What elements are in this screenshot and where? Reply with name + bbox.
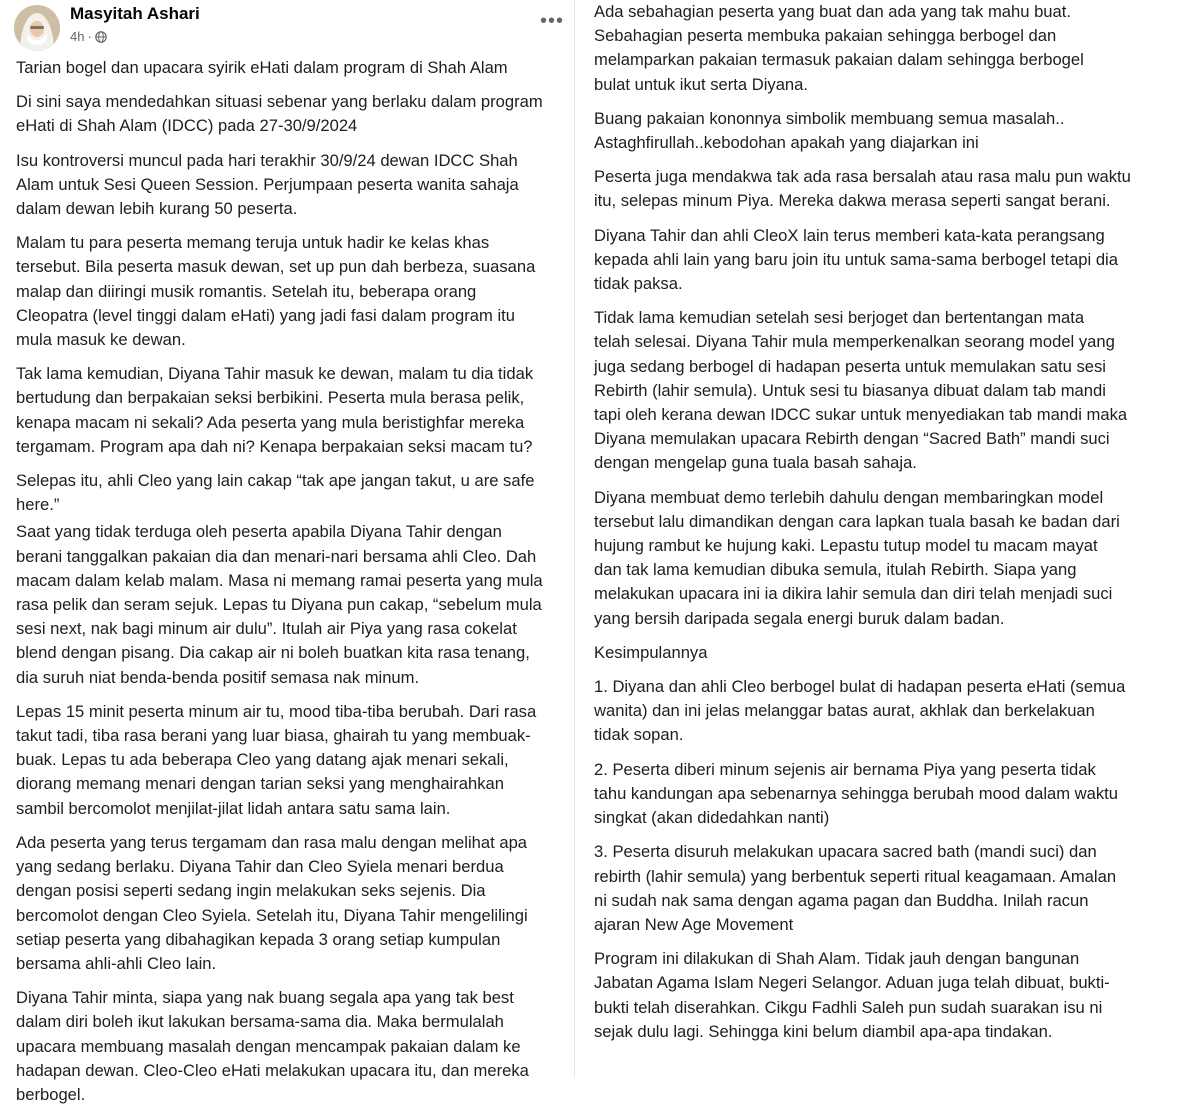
- text-line: Kesimpulannya: [594, 642, 708, 662]
- paragraph-spacer: [578, 937, 1200, 947]
- paragraph-spacer: [578, 631, 1200, 641]
- text-line: tersebut lalu dimandikan dengan cara lapkan tuala basah ke badan dari: [594, 511, 1120, 531]
- text-line: Astaghfirullah..kebodohan apakah yang diajarkan ini: [594, 133, 979, 153]
- post-paragraph: [578, 165, 1200, 213]
- paragraph-spacer: [578, 296, 1200, 306]
- text-line: yang sedang berlaku. Diyana Tahir dan Cleo Syiela menari berdua: [16, 857, 504, 877]
- text-line: Diyana Tahir minta, siapa yang nak buang segala apa yang tak best: [16, 988, 514, 1008]
- text-line: malap dan diiringi musik romantis. Setelah itu, beberapa orang: [16, 281, 477, 301]
- text-line: Di sini saya mendedahkan situasi sebenar yang berlaku dalam program: [16, 92, 543, 112]
- text-line: wanita) dan ini jelas melanggar batas aurat, akhlak dan berkelakuan: [594, 701, 1095, 721]
- text-line: Diyana Tahir dan ahli CleoX lain terus memberi kata-kata perangsang: [594, 225, 1105, 245]
- text-line: hadapan dewan. Cleo-Cleo eHati melakukan upacara itu, dan mereka: [16, 1060, 529, 1080]
- post-paragraph: [578, 641, 1200, 665]
- text-line: setiap peserta yang dibahagikan kepada 3 orang setiap kumpulan: [16, 929, 501, 949]
- post-paragraph: [578, 224, 1200, 297]
- post-paragraph: [0, 362, 572, 459]
- paragraph-spacer: [578, 830, 1200, 840]
- post-paragraph: [578, 486, 1200, 631]
- text-line: Jabatan Agama Islam Negeri Selangor. Aduan juga telah dibuat, bukti-: [594, 973, 1110, 993]
- paragraph-spacer: [578, 665, 1200, 675]
- post-paragraph: [578, 840, 1200, 937]
- text-line: Tak lama kemudian, Diyana Tahir masuk ke dewan, malam tu dia tidak: [16, 364, 534, 384]
- text-line: Ada peserta yang terus tergamam dan rasa malu dengan melihat apa: [16, 832, 528, 852]
- text-line: blend dengan pisang. Dia cakap air ni boleh buatkan kita rasa tenang,: [16, 643, 530, 663]
- paragraph-spacer: [0, 821, 572, 831]
- post-time[interactable]: 4h: [70, 29, 85, 44]
- text-line: Malam tu para peserta memang teruja untuk hadir ke kelas khas: [16, 233, 490, 253]
- text-line: tapi oleh kerana dewan IDCC sukar untuk menyediakan tab mandi maka: [594, 405, 1128, 425]
- post-paragraph: [0, 90, 572, 138]
- text-line: tahu kandungan apa sebenarnya sehingga berubah mood dalam waktu: [594, 783, 1119, 803]
- post-paragraph: [0, 520, 572, 689]
- paragraph-spacer: [0, 690, 572, 700]
- text-line: dalam diri boleh ikut lakukan bersama-sama dia. Maka bermulalah: [16, 1012, 504, 1032]
- text-line: hujung rambut ke hujung kaki. Lepastu tutup model tu macam mayat: [594, 536, 1098, 556]
- text-line: melamparkan pakaian termasuk pakaian dalam sehingga berbogel: [594, 50, 1084, 70]
- text-line: tergamam. Program apa dah ni? Kenapa berpakaian seksi macam tu?: [16, 436, 533, 456]
- paragraph-spacer: [0, 459, 572, 469]
- post-column-right: [578, 0, 1200, 1044]
- post-header: [0, 0, 572, 56]
- text-line: here.”: [16, 495, 60, 515]
- text-line: 2. Peserta diberi minum sejenis air bernama Piya yang peserta tidak: [594, 759, 1096, 779]
- text-line: Selepas itu, ahli Cleo yang lain cakap “tak ape jangan takut, u are safe: [16, 471, 535, 491]
- text-line: berbogel.: [16, 1084, 86, 1104]
- text-line: ni sudah nak sama dengan agama pagan dan Buddha. Inilah racun: [594, 890, 1089, 910]
- text-line: Diyana memulakan upacara Rebirth dengan “Sacred Bath” mandi suci: [594, 429, 1110, 449]
- text-line: Buang pakaian kononnya simbolik membuang semua masalah..: [594, 108, 1065, 128]
- post-paragraph: [578, 947, 1200, 1044]
- meta-separator: ·: [87, 29, 92, 44]
- post-paragraph: [578, 107, 1200, 155]
- post-paragraph: [0, 700, 572, 821]
- text-line: melakukan upacara ini ia dikira lahir semula dan diri telah menjadi suci: [594, 584, 1113, 604]
- text-line: tidak sopan.: [594, 725, 684, 745]
- post-body-right: [578, 0, 1200, 1044]
- avatar-image: [14, 5, 60, 51]
- text-line: yang bersih daripada segala energi buruk dalam badan.: [594, 608, 1005, 628]
- post-body-left: [0, 56, 572, 1107]
- paragraph-spacer: [0, 80, 572, 90]
- text-line: 3. Peserta disuruh melakukan upacara sacred bath (mandi suci) dan: [594, 842, 1097, 862]
- text-line: Ada sebahagian peserta yang buat dan ada yang tak mahu buat.: [594, 2, 1071, 21]
- text-line: bertudung dan berpakaian seksi berbikini. Peserta mula berasa pelik,: [16, 388, 525, 408]
- text-line: eHati di Shah Alam (IDCC) pada 27-30/9/2024: [16, 116, 358, 136]
- text-line: Saat yang tidak terduga oleh peserta apabila Diyana Tahir dengan: [16, 522, 502, 542]
- text-line: sambil bercomolot menjilat-jilat lidah antara satu sama lain.: [16, 798, 451, 818]
- post-paragraph: [0, 831, 572, 976]
- text-line: Tarian bogel dan upacara syirik eHati dalam program di Shah Alam: [16, 58, 508, 77]
- text-line: dengan mengelap guna tuala basah sahaja.: [594, 453, 917, 473]
- text-line: upacara membuang masalah dengan mencampak pakaian dalam ke: [16, 1036, 521, 1056]
- post-paragraph: [0, 149, 572, 222]
- post-paragraph: [578, 675, 1200, 748]
- text-line: tidak paksa.: [594, 274, 683, 294]
- text-line: kepada ahli lain yang baru join itu untuk sama-sama berbogel tetapi dia: [594, 249, 1118, 269]
- text-line: macam dalam kelab malam. Masa ni memang ramai peserta yang mula: [16, 570, 543, 590]
- text-line: Lepas 15 minit peserta minum air tu, mood tiba-tiba berubah. Dari rasa: [16, 701, 537, 721]
- text-line: bukti telah diserahkan. Cikgu Fadhli Saleh pun sudah suarakan isu ni: [594, 997, 1103, 1017]
- post-paragraph: [578, 0, 1200, 97]
- paragraph-spacer: [578, 155, 1200, 165]
- text-line: dan tak lama kemudian dibuka semula, itulah Rebirth. Siapa yang: [594, 560, 1077, 580]
- paragraph-spacer: [0, 221, 572, 231]
- paragraph-spacer: [578, 476, 1200, 486]
- paragraph-spacer: [578, 97, 1200, 107]
- text-line: Cleopatra (level tinggi dalam eHati) yang jadi fasi dalam program itu: [16, 305, 515, 325]
- text-line: Program ini dilakukan di Shah Alam. Tidak jauh dengan bangunan: [594, 949, 1080, 969]
- post-meta: [70, 29, 107, 44]
- paragraph-spacer: [578, 748, 1200, 758]
- text-line: dia suruh niat benda-benda positif semasa nak minum.: [16, 667, 420, 687]
- text-line: dalam dewan lebih kurang 50 peserta.: [16, 199, 298, 219]
- text-line: Alam untuk Sesi Queen Session. Perjumpaan peserta wanita sahaja: [16, 174, 519, 194]
- text-line: mula masuk ke dewan.: [16, 330, 186, 350]
- paragraph-spacer: [578, 214, 1200, 224]
- paragraph-spacer: [0, 139, 572, 149]
- text-line: bulat untuk ikut serta Diyana.: [594, 74, 808, 94]
- text-line: kenapa macam ni sekali? Ada peserta yang mula beristighfar mereka: [16, 412, 525, 432]
- post-paragraph: [578, 758, 1200, 831]
- text-line: sejak dulu lagi. Sehingga kini belum diambil apa-apa tindakan.: [594, 1021, 1053, 1041]
- text-line: juga sedang berbogel di hadapan peserta untuk memulakan satu sesi: [594, 356, 1106, 376]
- text-line: singkat (akan didedahkan nanti): [594, 808, 830, 828]
- post-column-left: [0, 0, 572, 1107]
- text-line: sesi next, nak bagi minum air dulu”. Itulah air Piya yang rasa cokelat: [16, 619, 517, 639]
- post-paragraph: [0, 56, 572, 80]
- text-line: Diyana membuat demo terlebih dahulu dengan membaringkan model: [594, 487, 1104, 507]
- post-paragraph: [0, 469, 572, 517]
- post-paragraph: [578, 306, 1200, 475]
- post-paragraph: [0, 231, 572, 352]
- text-line: 1. Diyana dan ahli Cleo berbogel bulat di hadapan peserta eHati (semua: [594, 677, 1126, 697]
- text-line: Isu kontroversi muncul pada hari terakhir 30/9/24 dewan IDCC Shah: [16, 150, 518, 170]
- paragraph-spacer: [0, 976, 572, 986]
- avatar[interactable]: [14, 5, 60, 51]
- post-paragraph: [0, 986, 572, 1107]
- globe-icon: [95, 31, 107, 43]
- text-line: rebirth (lahir semula) yang berbentuk seperti ritual keagamaan. Amalan: [594, 866, 1117, 886]
- more-horizontal-icon: •••: [539, 10, 564, 32]
- column-divider: [574, 0, 575, 1077]
- text-line: Tidak lama kemudian setelah sesi berjoget dan bertentangan mata: [594, 308, 1085, 328]
- author-name[interactable]: Masyitah Ashari: [70, 4, 200, 23]
- paragraph-spacer: [0, 352, 572, 362]
- text-line: diorang memang menari dengan tarian seksi yang menghairahkan: [16, 774, 504, 794]
- text-line: bercomolot dengan Cleo Syiela. Setelah itu, Diyana Tahir mengelilingi: [16, 905, 528, 925]
- text-line: Peserta juga mendakwa tak ada rasa bersalah atau rasa malu pun waktu: [594, 167, 1131, 187]
- text-line: telah selesai. Diyana Tahir mula memperkenalkan seorang model yang: [594, 332, 1115, 352]
- text-line: tersebut. Bila peserta masuk dewan, set up pun dah berbeza, suasana: [16, 257, 536, 277]
- text-line: berani tanggalkan pakaian dia dan menari-nari bersama ahli Cleo. Dah: [16, 546, 537, 566]
- text-line: Sebahagian peserta membuka pakaian sehingga berbogel dan: [594, 26, 1057, 46]
- text-line: takut tadi, tiba rasa berani yang luar biasa, ghairah tu yang membuak-: [16, 726, 531, 746]
- text-line: Rebirth (lahir semula). Untuk sesi tu biasanya dibuat dalam tab mandi: [594, 380, 1106, 400]
- text-line: itu, selepas minum Piya. Mereka dakwa merasa seperti sangat berani.: [594, 191, 1111, 211]
- text-line: ajaran New Age Movement: [594, 914, 794, 934]
- text-line: bersama ahli-ahli Cleo lain.: [16, 953, 217, 973]
- text-line: rasa pelik dan seram sejuk. Lepas tu Diyana pun cakap, “sebelum mula: [16, 595, 542, 615]
- text-line: buak. Lepas tu ada beberapa Cleo yang datang ajak menari sekali,: [16, 750, 509, 770]
- text-line: dengan posisi seperti sedang ingin melakukan seks sejenis. Dia: [16, 881, 486, 901]
- more-options-button[interactable]: [540, 10, 564, 33]
